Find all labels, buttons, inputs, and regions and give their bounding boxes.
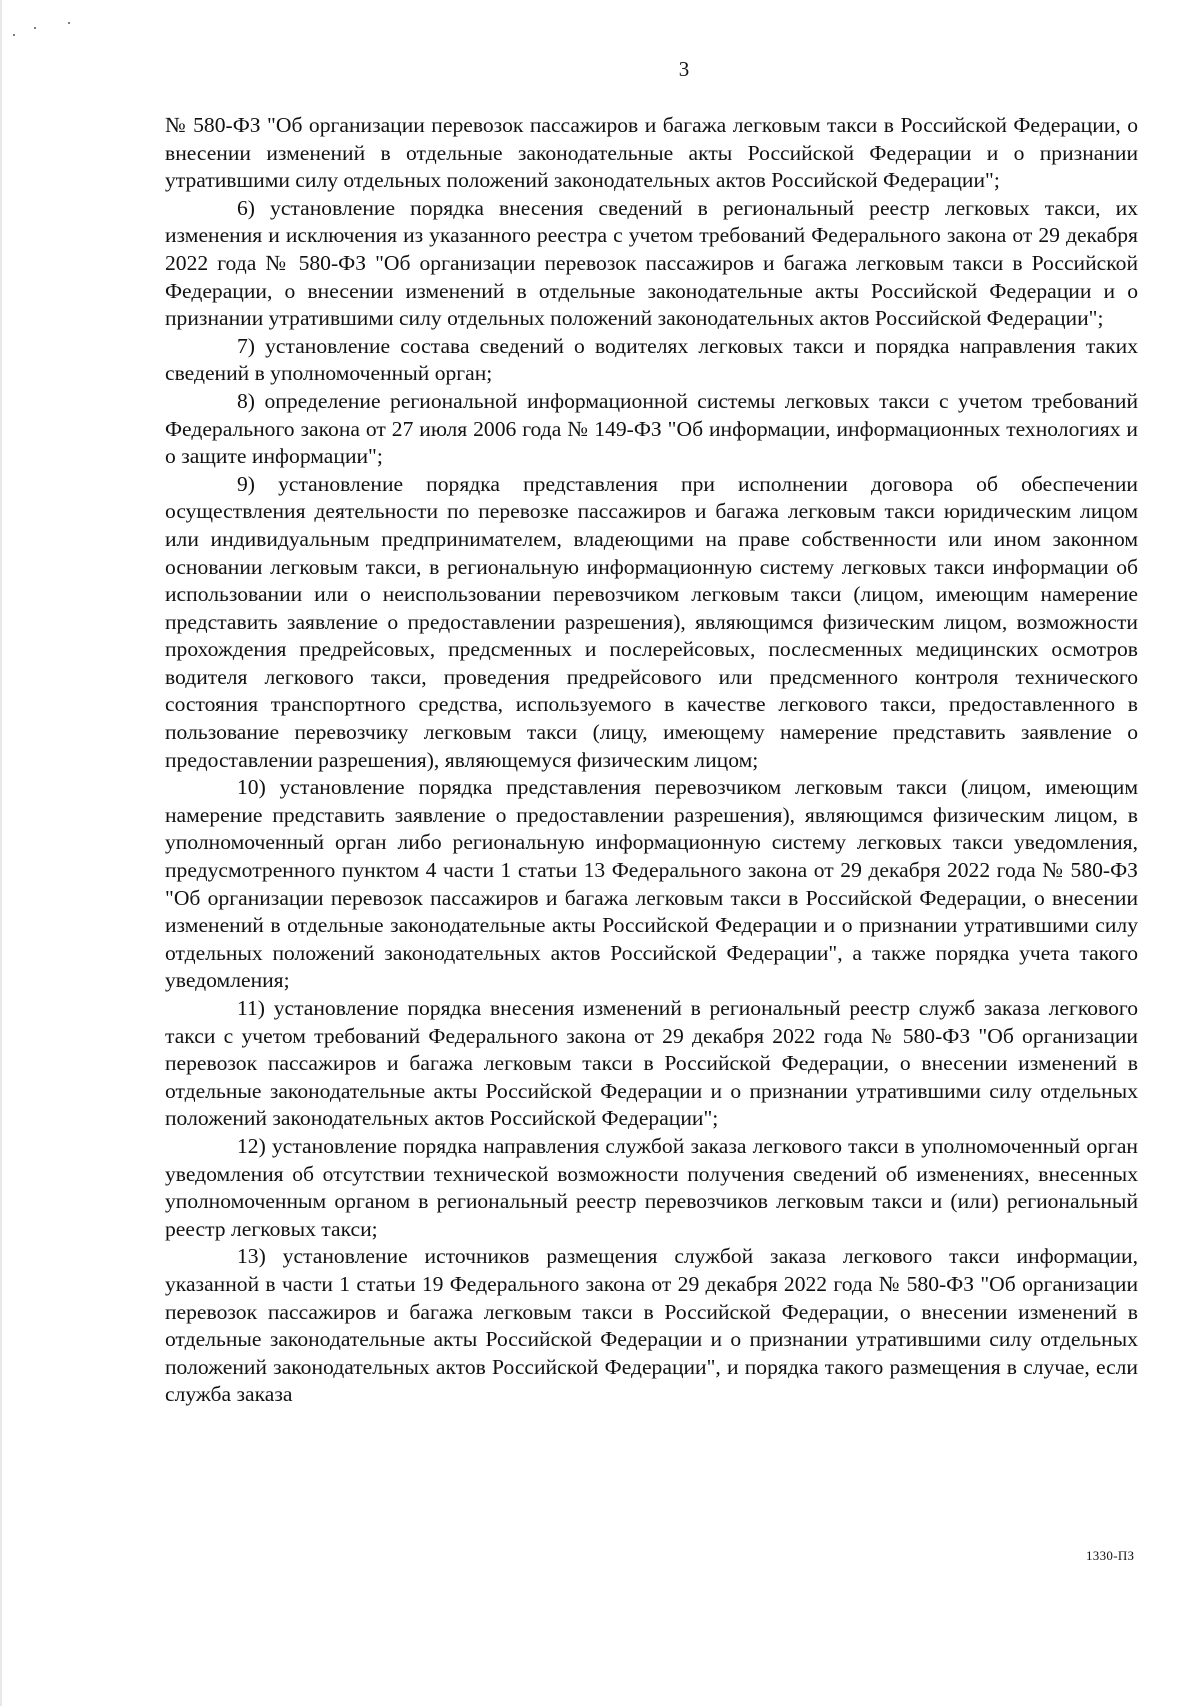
paragraph-continuation: № 580-ФЗ "Об организации перевозок пассажиров и багажа легковым такси в Российской Федерации, о внесении изменений в отдельные законодательные акты Российской Федерации и о признании утратившими силу отдельных положений законодательных актов Российской Федерации"; <box>165 113 1138 193</box>
list-item-7: 7) установление состава сведений о водителях легковых такси и порядка направления таких сведений в уполномоченный орган; <box>165 333 1138 386</box>
list-item-10: 10) установление порядка представления перевозчиком легковым такси (лицом, имеющим намерение представить заявление о предоставлении разрешения), являющимся физическим лицом, в уполномоченный орган либо региональную информационную систему легковых такси уведомления, предусмотренного пунктом 4 части 1 статьи 13 Федерального закона от 29 декабря 2022 года № 580-ФЗ "Об организации перевозок пассажиров и багажа легковым такси в Российской Федерации, о внесении изменений в отдельные законодательные акты Российской Федерации и о признании утратившими силу отдельных положений законодательных актов Российской Федерации", а также порядка учета такого уведомления; <box>165 775 1138 993</box>
list-item-8: 8) определение региональной информационной системы легковых такси с учетом требований Федерального закона от 27 июля 2006 года № 149-ФЗ "Об информации, информационных технологиях и о защите информации"; <box>165 388 1138 469</box>
page-number: 3 <box>678 57 690 81</box>
scan-speck <box>13 34 15 36</box>
scan-speck <box>68 22 70 24</box>
list-item-6: 6) установление порядка внесения сведений в региональный реестр легковых такси, их изменения и исключения из указанного реестра с учетом требований Федерального закона от 29 декабря 2022 года № 580-ФЗ "Об организации перевозок пассажиров и багажа легковым такси в Российской Федерации, о внесении изменений в отдельные законодательные акты Российской Федерации и о признании утратившими силу отдельных положений законодательных актов Российской Федерации"; <box>165 195 1138 331</box>
document-code: 1330-ПЗ <box>1086 1548 1135 1563</box>
scan-edge <box>0 0 2 1706</box>
list-item-9: 9) установление порядка представления при исполнении договора об обеспечении осуществления деятельности по перевозке пассажиров и багажа легковым такси юридическим лицом или индивидуальным предпринимателем, владеющими на праве собственности или ином законном основании легковым такси, в региональную информационную систему легковых такси информации об использовании или о неиспользовании перевозчиком легковым такси (лицом, имеющим намерение представить заявление о предоставлении разрешения), являющимся физическим лицом, возможности прохождения предрейсовых, предсменных и послерейсовых, послесменных медицинских осмотров водителя легкового такси, проведения предрейсового или предсменного контроля технического состояния транспортного средства, используемого в качестве легкового такси, предоставленного в пользование перевозчику легковым такси (лицу, имеющему намерение представить заявление о предоставлении разрешения), являющемуся физическим лицом; <box>165 471 1138 772</box>
list-item-11: 11) установление порядка внесения изменений в региональный реестр служб заказа легкового такси с учетом требований Федерального закона от 29 декабря 2022 года № 580-ФЗ "Об организации перевозок пассажиров и багажа легковым такси в Российской Федерации, о внесении изменений в отдельные законодательные акты Российской Федерации и о признании утратившими силу отдельных положений законодательных актов Российской Федерации"; <box>165 996 1138 1131</box>
list-item-13: 13) установление источников размещения службой заказа легкового такси информации, указанной в части 1 статьи 19 Федерального закона от 29 декабря 2022 года № 580-ФЗ "Об организации перевозок пассажиров и багажа легковым такси в Российской Федерации, о внесении изменений в отдельные законодательные акты Российской Федерации и о признании утратившими силу отдельных положений законодательных актов Российской Федерации", и порядка такого размещения в случае, если служба заказа <box>165 1244 1138 1407</box>
scan-speck <box>34 27 36 29</box>
list-item-12: 12) установление порядка направления службой заказа легкового такси в уполномоченный орган уведомления об отсутствии технической возможности получения сведений об изменениях, внесенных уполномоченным органом в региональный реестр перевозчиков легковым такси и (или) региональный реестр легковых такси; <box>165 1133 1138 1241</box>
document-body <box>165 112 1138 1409</box>
